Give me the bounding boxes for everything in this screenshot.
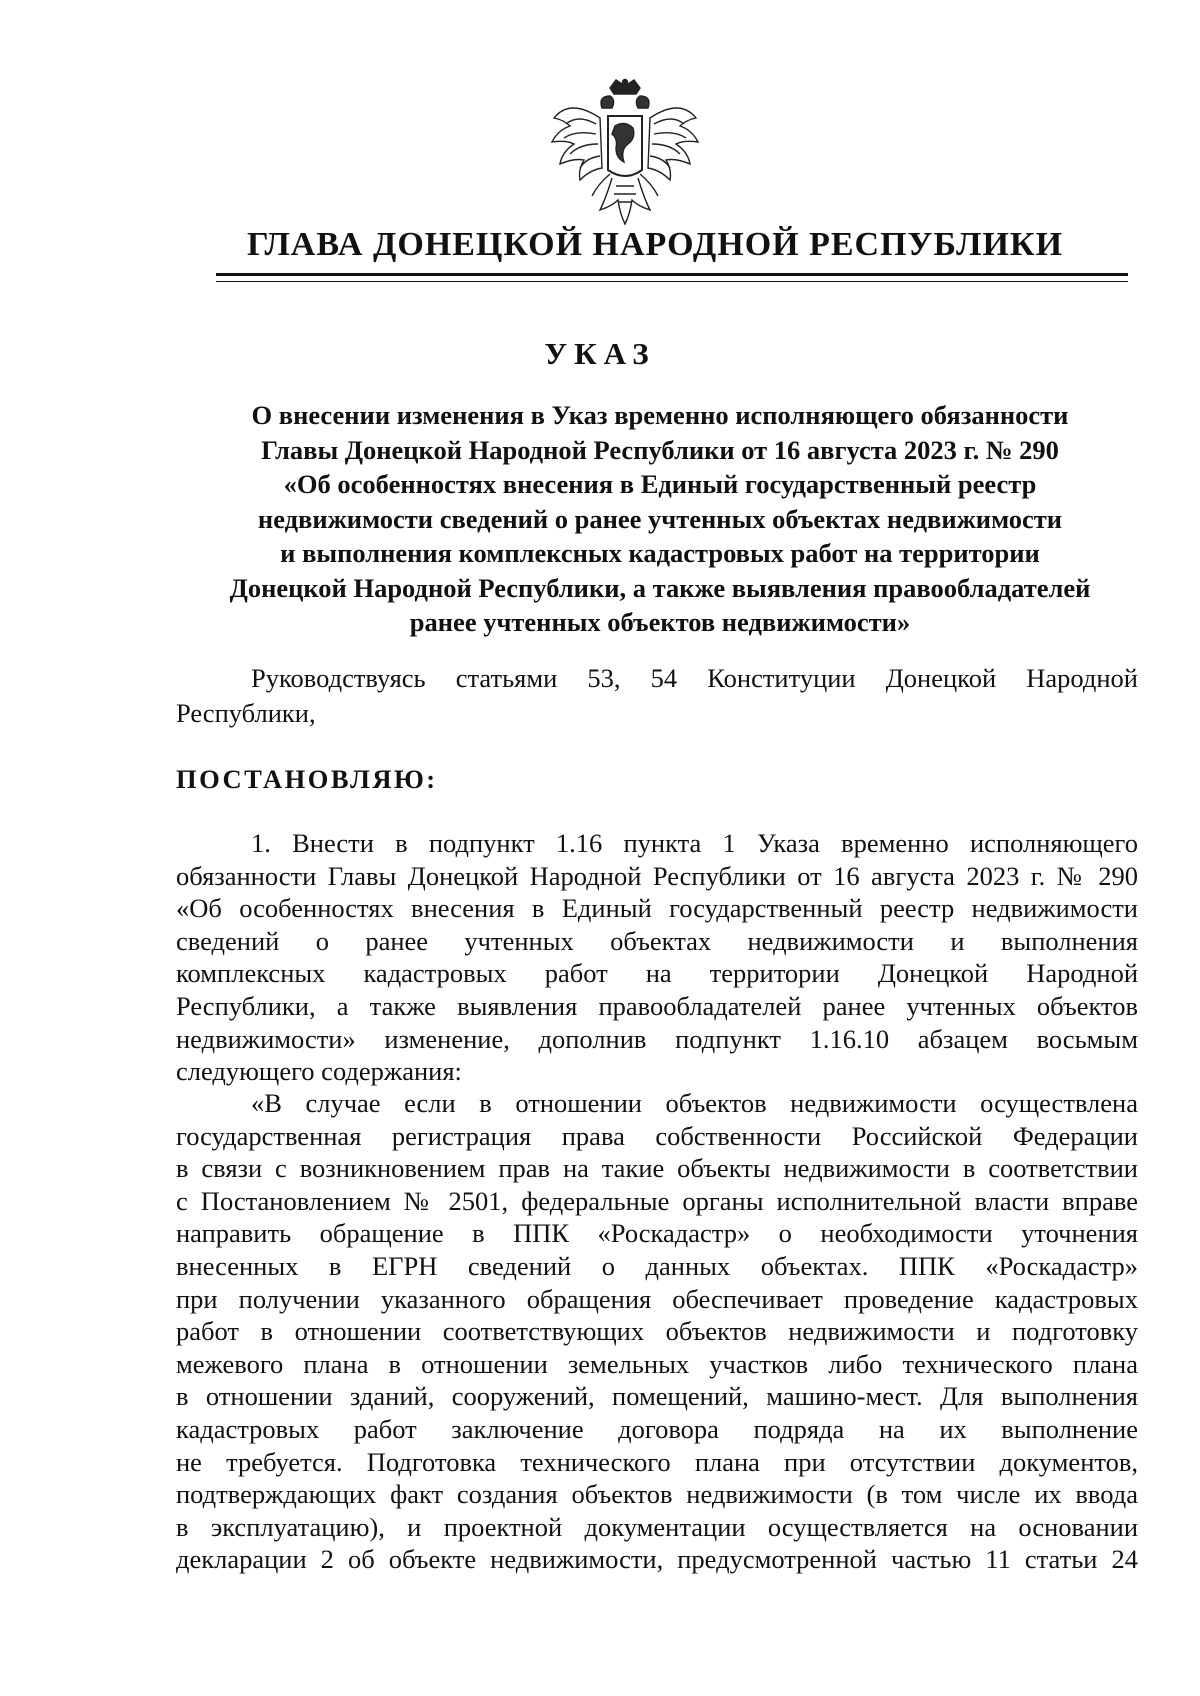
document-type-title: УКАЗ — [544, 336, 656, 371]
text-line: Республики, — [176, 697, 316, 728]
text-line: внесенных в ЕГРН сведений о данных объектах. ППК «Роскадастр» — [176, 1250, 1138, 1281]
text-line: работ в отношении соответствующих объектов недвижимости и подготовку — [176, 1316, 1138, 1347]
text-line: межевого плана в отношении земельных участков либо технического плана — [176, 1348, 1138, 1379]
text-line: следующего содержания: — [176, 1056, 462, 1087]
text-line: 1. Внести в подпункт 1.16 пункта 1 Указа временно исполняющего — [251, 828, 1138, 858]
subject-line: и выполнения комплексных кадастровых работ на территории — [280, 538, 1040, 568]
decree-operative-word: ПОСТАНОВЛЯЮ: — [176, 764, 438, 794]
decree-subject — [180, 398, 1140, 640]
text-line: Руководствуясь статьями 53, 54 Конституции Донецкой Народной — [251, 663, 1138, 693]
text-line: «В случае если в отношении объектов недвижимости осуществлена — [251, 1088, 1138, 1118]
issuing-authority-heading: ГЛАВА ДОНЕЦКОЙ НАРОДНОЙ РЕСПУБЛИКИ — [246, 226, 1064, 263]
text-line: комплексных кадастровых работ на территории Донецкой Народной — [176, 958, 1138, 989]
text-line: Республики, а также выявления правообладателей ранее учтенных объектов — [176, 990, 1138, 1021]
paragraph-1 — [176, 827, 1138, 1088]
text-line: «Об особенностях внесения в Единый государственный реестр недвижимости — [176, 893, 1138, 924]
text-line: недвижимости» изменение, дополнив подпункт 1.16.10 абзацем восьмым — [176, 1023, 1138, 1054]
legal-basis-paragraph — [176, 661, 1138, 730]
text-line: при получении указанного обращения обеспечивает проведение кадастровых — [176, 1283, 1138, 1314]
text-line: кадастровых работ заключение договора подряда на их выполнение — [176, 1413, 1138, 1444]
text-line: с Постановлением № 2501, федеральные органы исполнительной власти вправе — [176, 1185, 1138, 1216]
text-line: государственная регистрация права собственности Российской Федерации — [176, 1120, 1138, 1151]
text-line: направить обращение в ППК «Роскадастр» о необходимости уточнения — [176, 1218, 1138, 1249]
subject-line: недвижимости сведений о ранее учтенных объектах недвижимости — [257, 503, 1063, 534]
subject-line: Донецкой Народной Республики, а также выявления правообладателей — [229, 572, 1091, 603]
subject-line: «Об особенностях внесения в Единый государственный реестр — [283, 469, 1037, 499]
coat-of-arms-emblem — [540, 78, 710, 238]
text-line: в эксплуатацию), и проектной документации осуществляется на основании — [176, 1511, 1138, 1542]
header-divider-thin — [216, 281, 1128, 282]
text-line: в отношении зданий, сооружений, помещений, машино-мест. Для выполнения — [176, 1381, 1138, 1412]
text-line: не требуется. Подготовка технического плана при отсутствии документов, — [176, 1446, 1138, 1477]
text-line: сведений о ранее учтенных объектах недвижимости и выполнения — [176, 925, 1138, 956]
text-line: декларации 2 об объекте недвижимости, предусмотренной частью 11 статьи 24 — [176, 1544, 1138, 1575]
subject-line: ранее учтенных объектов недвижимости» — [409, 607, 911, 637]
text-line: в связи с возникновением прав на такие объекты недвижимости в соответствии — [176, 1153, 1138, 1184]
text-line: подтверждающих факт создания объектов недвижимости (в том числе их ввода — [176, 1479, 1138, 1510]
text-line: обязанности Главы Донецкой Народной Республики от 16 августа 2023 г. № 290 — [176, 860, 1138, 891]
paragraph-2-quoted-amendment — [176, 1087, 1138, 1576]
subject-line: О внесении изменения в Указ временно исполняющего обязанности — [251, 400, 1069, 430]
header-divider-thick — [216, 273, 1128, 276]
subject-line: Главы Донецкой Народной Республики от 16 августа 2023 г. № 290 — [261, 434, 1059, 465]
